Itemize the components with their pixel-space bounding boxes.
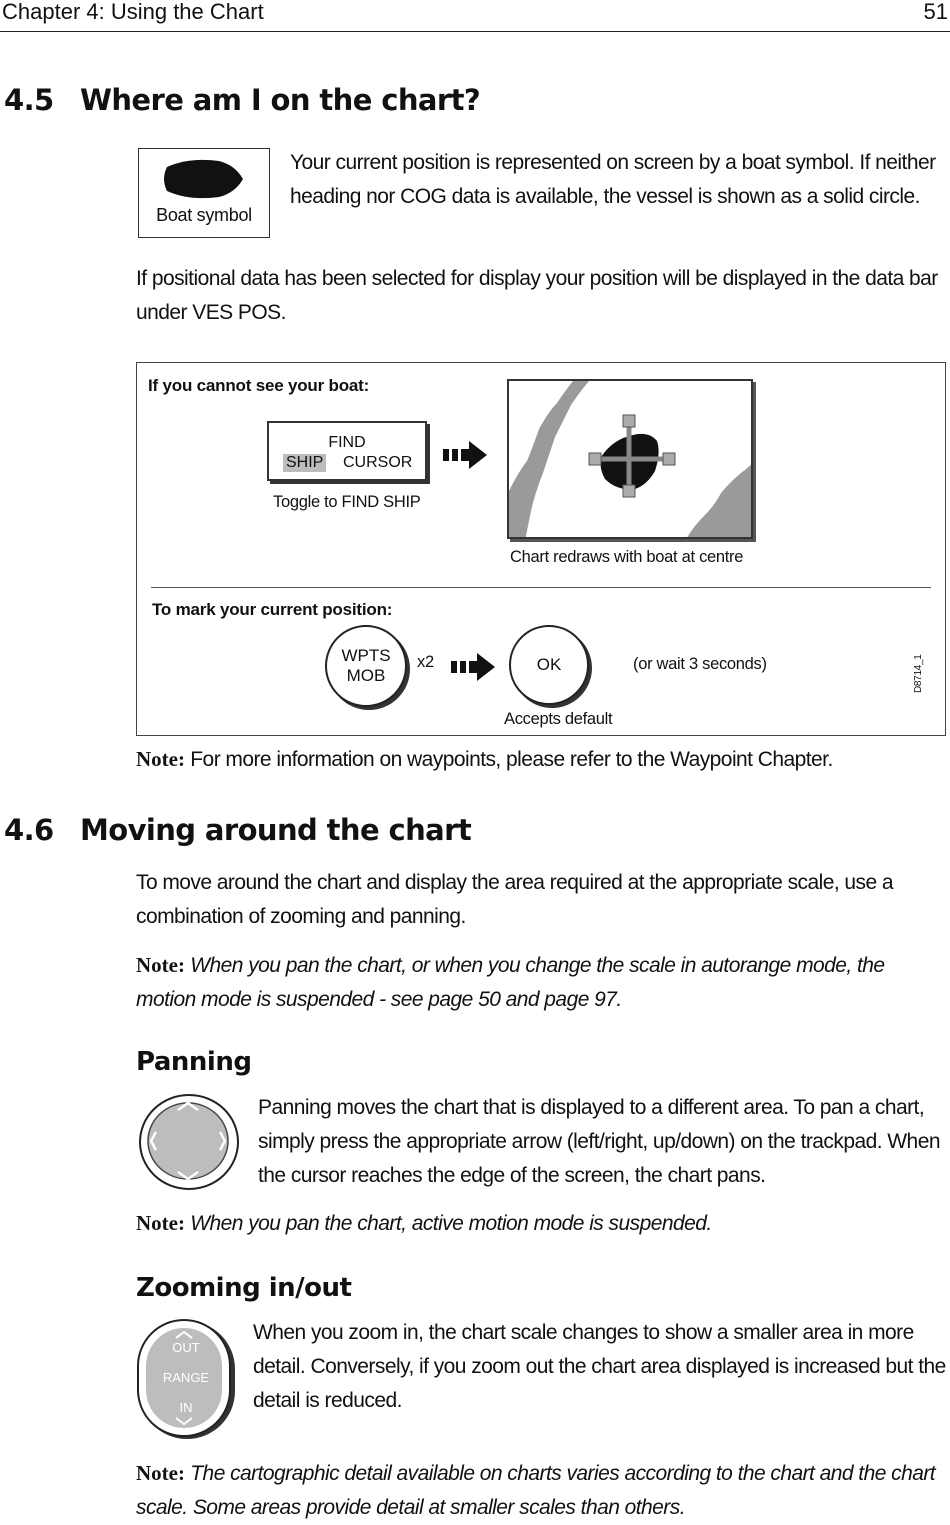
key-ship-label: SHIP (283, 454, 326, 472)
section-number: 4.5 (4, 83, 54, 117)
note-text: When you pan the chart, active motion mode is suspended. (190, 1212, 712, 1235)
note-text: The cartographic detail available on charts varies according to the chart and the chart scale. Some areas provide detail at smaller scales than others. (136, 1462, 936, 1519)
section-4-6-heading (4, 812, 471, 848)
trackpad-icon[interactable] (136, 1092, 242, 1194)
header-rule (0, 31, 950, 32)
note-label: Note: (136, 953, 185, 977)
caption-toggle: Toggle to FIND SHIP (273, 493, 421, 511)
page-number: 51 (923, 0, 948, 24)
running-header-chapter: Chapter 4: Using the Chart (2, 0, 264, 24)
waypoint-note (136, 742, 942, 777)
section-number: 4.6 (4, 813, 54, 847)
panning-paragraph: Panning moves the chart that is displayed to a different area. To pan a chart, simply press the appropriate arrow (left/right, up/down) on the trackpad. When the cursor reaches the edge of the screen, the chart pans. (258, 1096, 940, 1187)
note-label: Note: (136, 1211, 185, 1235)
range-key[interactable] (136, 1318, 236, 1442)
note-label: Note: (136, 747, 185, 771)
press-count: x2 (417, 653, 434, 671)
caption-redraw: Chart redraws with boat at centre (510, 548, 744, 566)
wpts-label: WPTS (341, 646, 391, 665)
find-ship-figure (136, 362, 946, 736)
zooming-paragraph: When you zoom in, the chart scale changes to show a smaller area in more detail. Conversely, if you zoom out the chart area displayed is increased but the detail is reduced. (253, 1321, 946, 1412)
note-text: For more information on waypoints, please refer to the Waypoint Chapter. (190, 748, 833, 771)
chart-coastline-graphic (509, 381, 753, 539)
section-title: Moving around the chart (80, 813, 472, 847)
figure-heading-find: If you cannot see your boat: (148, 376, 370, 395)
caption-wait: (or wait 3 seconds) (633, 655, 767, 673)
figure-heading-mark: To mark your current position: (152, 600, 393, 619)
range-label: RANGE (162, 1370, 210, 1385)
panning-heading: Panning (136, 1047, 252, 1077)
note-label: Note: (136, 1461, 185, 1485)
boat-symbol-box (138, 148, 270, 238)
mob-label: MOB (346, 666, 386, 685)
boat-symbol-paragraph: Your current position is represented on screen by a boat symbol. If neither heading nor COG data is available, the vessel is shown as a solid circle. (290, 151, 936, 208)
figure-id: D8714_1 (913, 654, 924, 693)
ok-label: OK (536, 655, 562, 674)
arrow-right-icon (443, 441, 489, 469)
position-data-paragraph: If positional data has been selected for display your position will be displayed in the data bar under VES POS. (136, 267, 938, 324)
range-out-label: OUT (172, 1340, 200, 1355)
chart-screen (507, 379, 753, 539)
caption-accept: Accepts default (504, 710, 613, 728)
find-ship-cursor-key[interactable] (267, 421, 427, 481)
wpts-mob-button[interactable] (325, 625, 407, 707)
autorange-note (136, 948, 946, 1017)
ok-button[interactable] (509, 625, 589, 705)
panning-note (136, 1206, 942, 1241)
range-in-label: IN (179, 1400, 193, 1415)
key-cursor-label: CURSOR (343, 454, 413, 471)
section-4-5-heading (4, 82, 480, 118)
note-text: When you pan the chart, or when you change the scale in autorange mode, the motion mode is suspended - see page 50 and page 97. (136, 954, 885, 1011)
arrow-right-icon (451, 653, 497, 681)
section-title: Where am I on the chart? (80, 83, 481, 117)
figure-divider (151, 587, 931, 588)
moving-intro-paragraph: To move around the chart and display the area required at the appropriate scale, use a combination of zooming and panning. (136, 871, 894, 928)
boat-symbol-label: Boat symbol (156, 205, 252, 225)
key-find-label: FIND (328, 434, 366, 451)
zooming-heading: Zooming in/out (136, 1273, 352, 1303)
zooming-note (136, 1456, 948, 1525)
boat-symbol-icon (139, 149, 271, 209)
